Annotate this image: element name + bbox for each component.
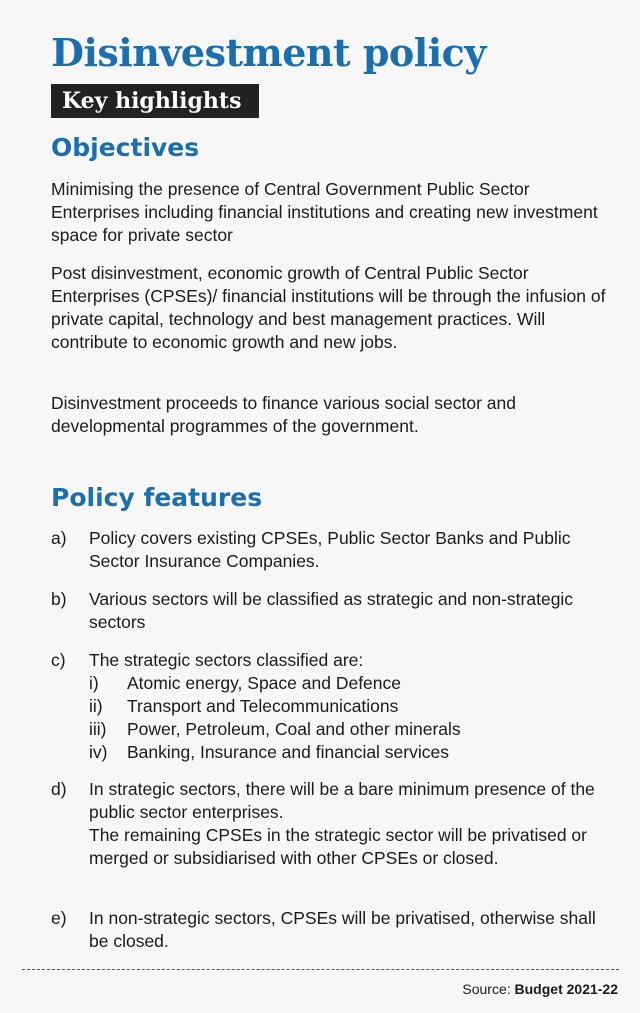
sub-item [89,672,611,695]
feature-text-continued: The remaining CPSEs in the strategic sector will be privatised or merged or subsidiarised with other CPSEs or closed. [89,825,587,868]
feature-text: Various sectors will be classified as strategic and non-strategic sectors [89,589,574,632]
feature-label: b) [51,589,67,609]
sub-item-label: iv) [89,742,108,762]
sub-item-text: Banking, Insurance and financial services [127,742,449,762]
sub-item [89,695,611,718]
objective-paragraph-3: Disinvestment proceeds to finance various social sector and developmental programmes of the government. [51,393,516,436]
sub-item-text: Atomic energy, Space and Defence [127,673,402,693]
objectives-heading: Objectives [51,133,200,162]
feature-label: d) [51,779,67,799]
feature-label: c) [51,650,66,670]
feature-item-e [51,907,611,953]
sub-item [89,741,611,764]
source-name: Budget 2021-22 [514,981,618,997]
feature-item-c [51,649,611,764]
feature-text: In non-strategic sectors, CPSEs will be privatised, otherwise shall be closed. [89,908,596,951]
key-highlights-badge: Key highlights [51,84,259,118]
feature-text: Policy covers existing CPSEs, Public Sector Banks and Public Sector Insurance Companies. [89,528,571,571]
sub-item-text: Power, Petroleum, Coal and other minerals [127,719,461,739]
sub-item [89,718,611,741]
feature-text: The strategic sectors classified are: [89,650,364,670]
sub-item-text: Transport and Telecommunications [127,696,399,716]
feature-item-b [51,588,611,634]
feature-label: a) [51,528,67,548]
sub-item-label: ii) [89,696,103,716]
objective-paragraph-1: Minimising the presence of Central Government Public Sector Enterprises including financial institutions and creating new investment space for private sector [51,179,598,245]
dashed-divider [22,969,619,970]
feature-text: In strategic sectors, there will be a bare minimum presence of the public sector enterprises. [89,779,595,822]
feature-item-d [51,778,611,870]
policy-features-heading: Policy features [51,483,263,512]
sub-item-label: i) [89,673,99,693]
feature-label: e) [51,908,67,928]
source-prefix: Source: [462,981,511,997]
feature-item-a [51,527,611,573]
objective-paragraph-2: Post disinvestment, economic growth of Central Public Sector Enterprises (CPSEs)/ financial institutions will be through the infusion of private capital, technology and best management practices. Will contribute to economic growth and new jobs. [51,263,606,352]
source-credit [462,979,618,999]
sub-item-label: iii) [89,719,107,739]
page-title: Disinvestment policy [51,30,486,75]
